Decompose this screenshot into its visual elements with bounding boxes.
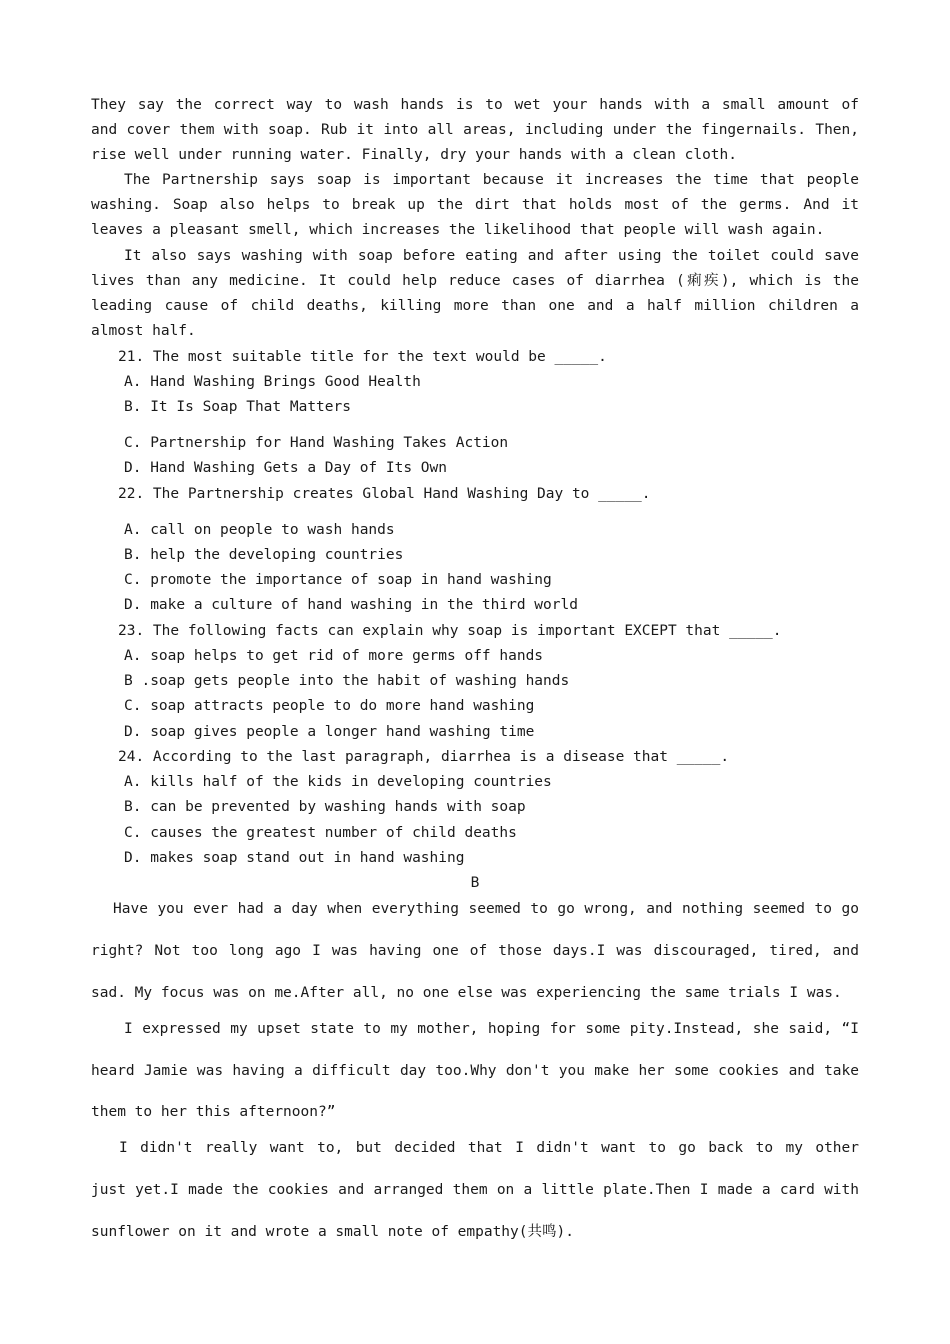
question-stem: 23. The following facts can explain why soap is important EXCEPT that _____. xyxy=(118,623,782,639)
question-option: C. promote the importance of soap in hand washing xyxy=(124,572,552,588)
passage-line: Have you ever had a day when everything seemed to go wrong, and nothing seemed to go xyxy=(113,901,859,917)
section-heading: B xyxy=(470,875,480,891)
passage-line: them to her this afternoon?” xyxy=(91,1104,336,1120)
question-option: B. It Is Soap That Matters xyxy=(124,399,351,415)
question-option: C. soap attracts people to do more hand washing xyxy=(124,698,535,714)
question-option: D. Hand Washing Gets a Day of Its Own xyxy=(124,460,448,476)
question-option: A. soap helps to get rid of more germs off hands xyxy=(124,648,544,664)
passage-line: sad. My focus was on me.After all, no one else was experiencing the same trials I was. xyxy=(91,985,842,1001)
question-option: C. causes the greatest number of child deaths xyxy=(124,825,517,841)
passage-line: almost half. xyxy=(91,323,196,339)
question-option: C. Partnership for Hand Washing Takes Action xyxy=(124,435,509,451)
passage-line: and cover them with soap. Rub it into all areas, including under the fingernails. Then, xyxy=(91,122,859,138)
passage-line: just yet.I made the cookies and arranged them on a little plate.Then I made a card with xyxy=(91,1182,859,1198)
question-option: D. make a culture of hand washing in the third world xyxy=(124,597,578,613)
passage-line: rise well under running water. Finally, dry your hands with a clean cloth. xyxy=(91,147,738,163)
passage-line: heard Jamie was having a difficult day too.Why don't you make her some cookies and take xyxy=(91,1063,859,1079)
passage-line: I didn't really want to, but decided that I didn't want to go back to my other xyxy=(119,1140,859,1156)
passage-line: right? Not too long ago I was having one of those days.I was discouraged, tired, and xyxy=(91,943,859,959)
question-option: D. soap gives people a longer hand washing time xyxy=(124,724,535,740)
passage-line: leaves a pleasant smell, which increases the likelihood that people will wash again. xyxy=(91,222,825,238)
question-option: B. help the developing countries xyxy=(124,547,404,563)
passage-line: lives than any medicine. It could help reduce cases of diarrhea (痢疾), which is the xyxy=(91,273,859,289)
question-stem: 24. According to the last paragraph, diarrhea is a disease that _____. xyxy=(118,749,730,765)
passage-line: leading cause of child deaths, killing more than one and a half million children a xyxy=(91,298,859,314)
question-option: B .soap gets people into the habit of washing hands xyxy=(124,673,570,689)
question-option: A. call on people to wash hands xyxy=(124,522,395,538)
question-option: A. Hand Washing Brings Good Health xyxy=(124,374,421,390)
passage-line: They say the correct way to wash hands is to wet your hands with a small amount of xyxy=(91,97,859,113)
question-option: B. can be prevented by washing hands with soap xyxy=(124,799,526,815)
question-option: D. makes soap stand out in hand washing xyxy=(124,850,465,866)
passage-line: washing. Soap also helps to break up the dirt that holds most of the germs. And it xyxy=(91,197,859,213)
passage-line: It also says washing with soap before eating and after using the toilet could save xyxy=(124,248,859,264)
passage-line: The Partnership says soap is important because it increases the time that people xyxy=(124,172,859,188)
question-stem: 22. The Partnership creates Global Hand Washing Day to _____. xyxy=(118,486,651,502)
question-stem: 21. The most suitable title for the text would be _____. xyxy=(118,349,607,365)
question-option: A. kills half of the kids in developing countries xyxy=(124,774,552,790)
passage-line: sunflower on it and wrote a small note of empathy(共鸣). xyxy=(91,1224,574,1240)
passage-line: I expressed my upset state to my mother, hoping for some pity.Instead, she said, “I xyxy=(124,1021,859,1037)
